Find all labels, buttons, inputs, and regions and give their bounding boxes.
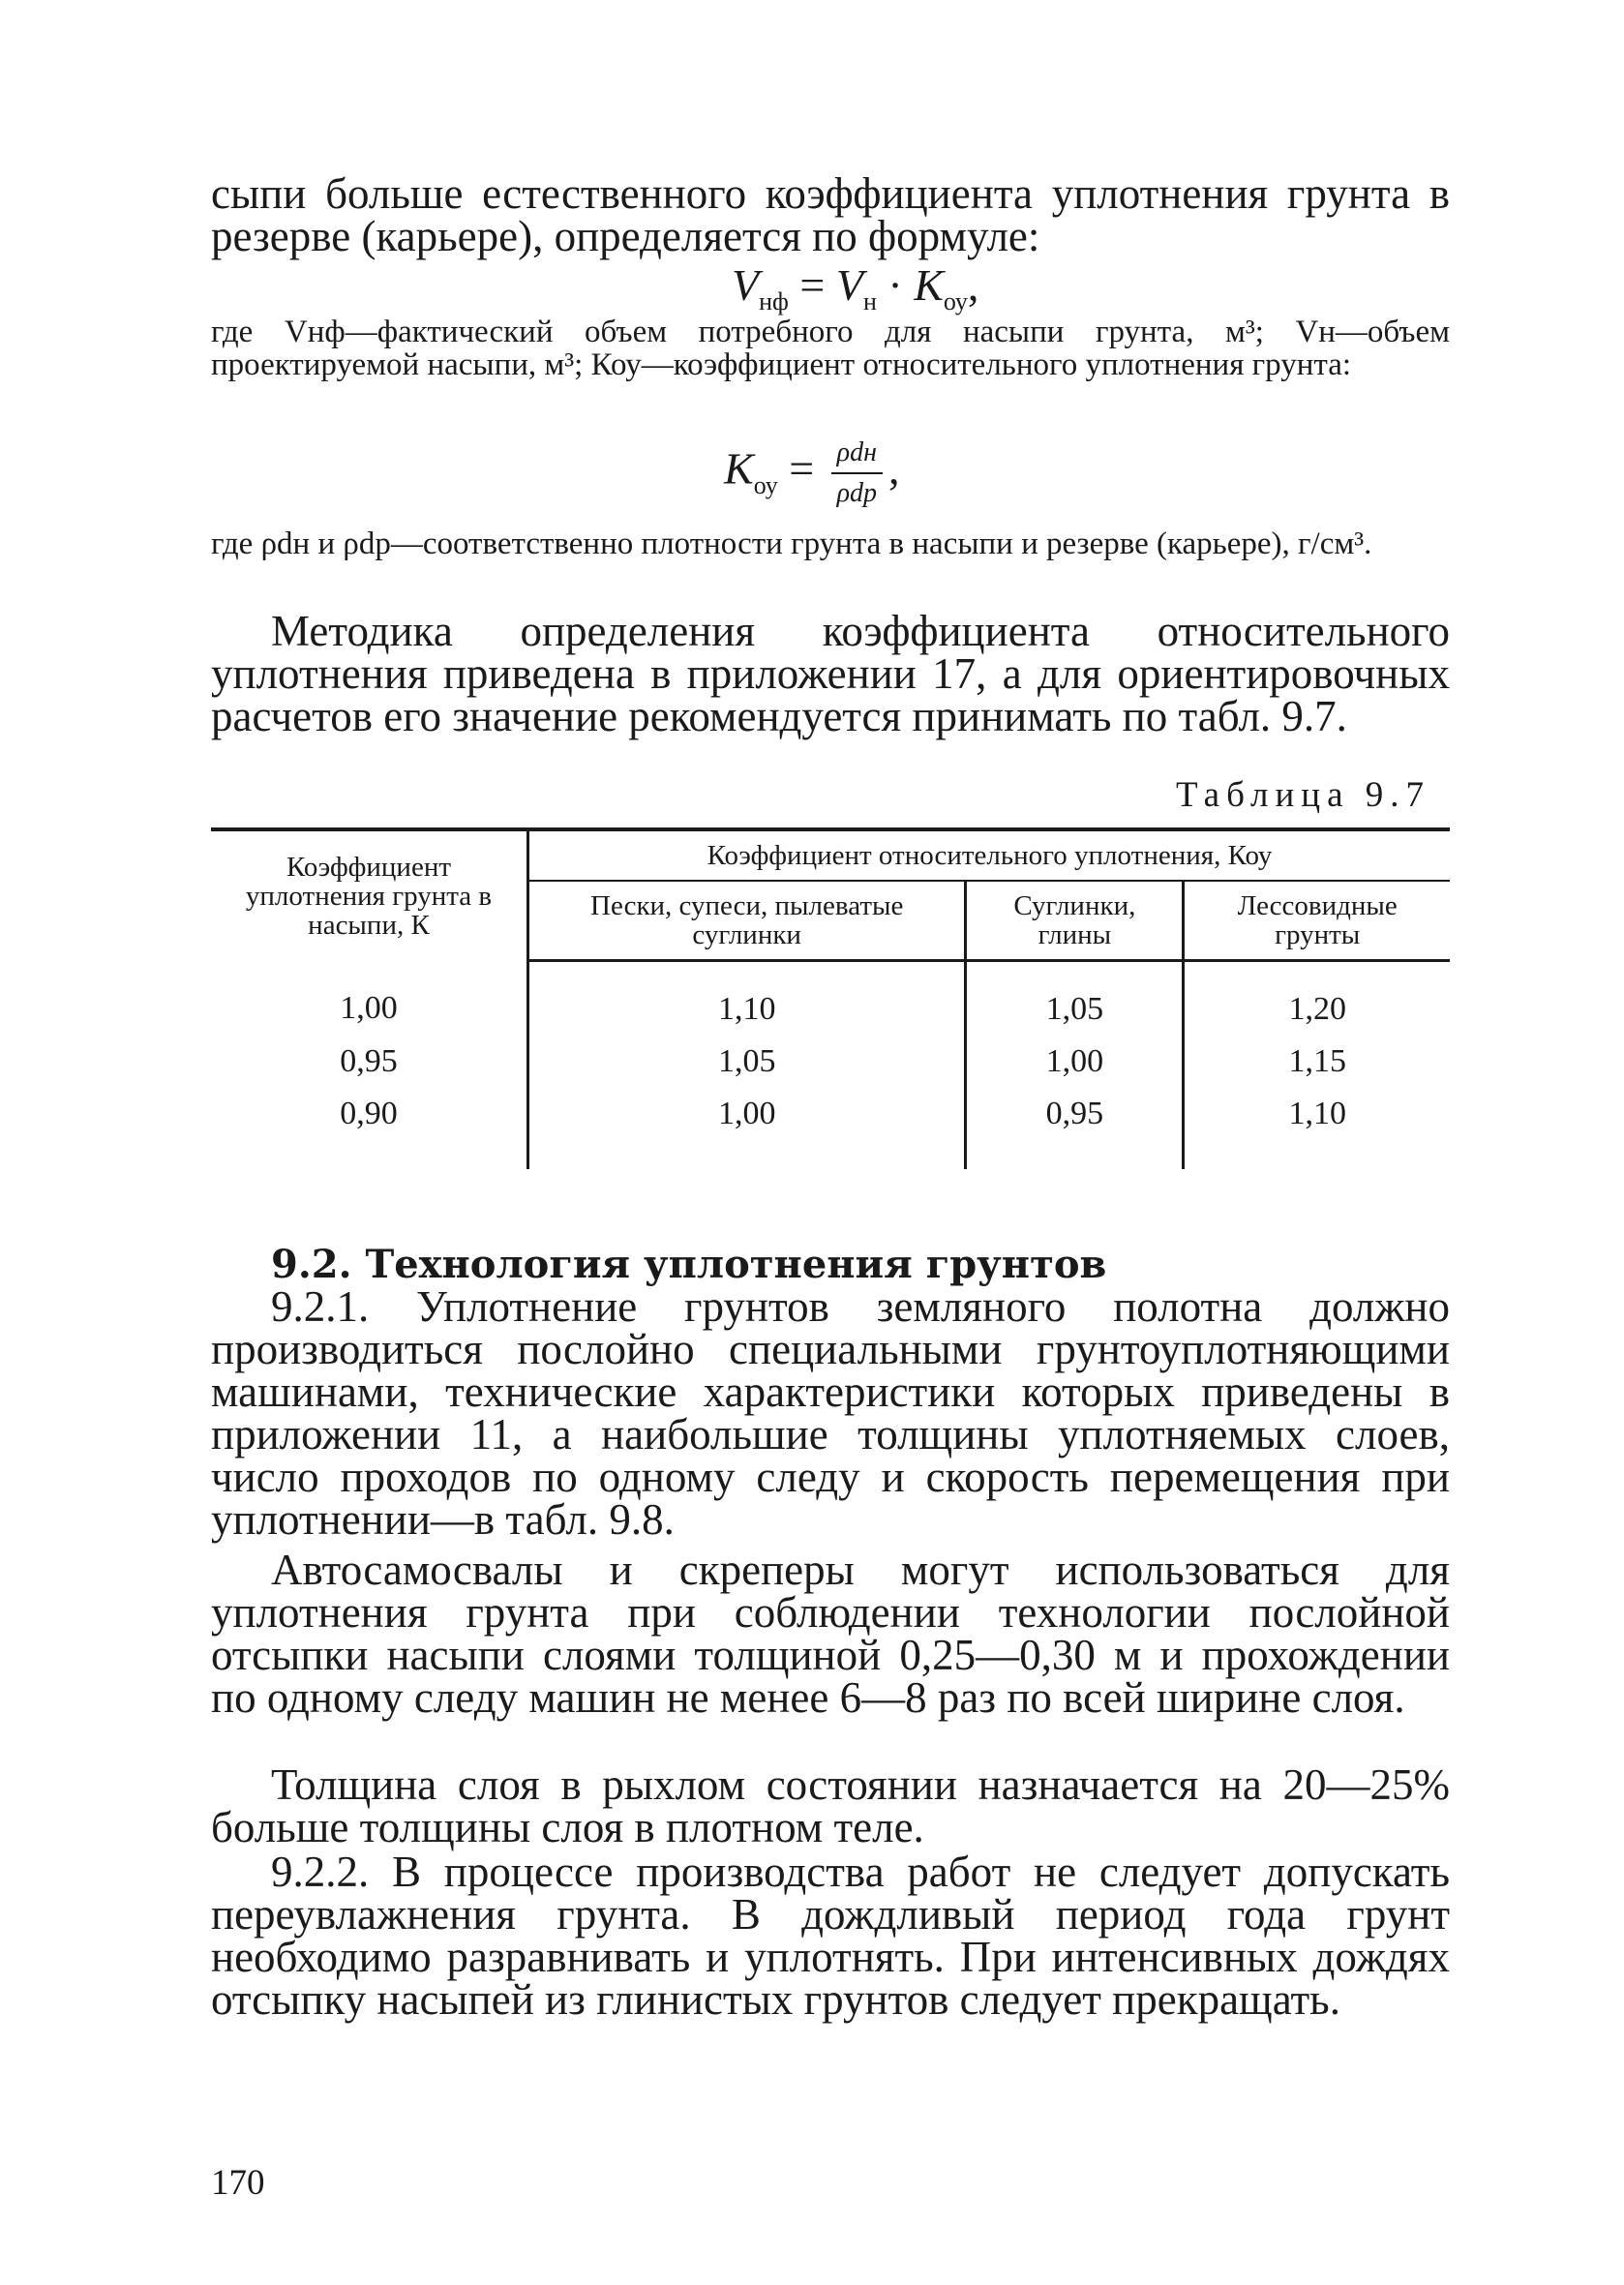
table-cell: 1,20 [1184, 961, 1450, 1037]
section-heading: 9.2. Технология уплотнения грунтов [271, 1242, 1107, 1287]
formula2-numerator: ρdн [831, 437, 883, 474]
intro-paragraph: сыпи больше естественного коэффициента уплотнения грунта в резерве (карьере), определяется по формуле: [211, 169, 1450, 260]
section-paragraph-2: Автосамосвалы и скреперы могут использоваться для уплотнения грунта при соблюдении технологии послойной отсыпки насыпи слоями толщиной 0,25—0,30 м и прохождении по одному следу машин не менее 6—8 раз по всей ширине слоя. [211, 1546, 1450, 1722]
table-col-header: Суглинки, глины [966, 881, 1184, 961]
formula2-lhs-sub: оу [753, 470, 778, 499]
table-cell: 1,00 [528, 1088, 966, 1169]
table-cell: 1,15 [1184, 1036, 1450, 1088]
formula2-lhs: K [724, 443, 754, 494]
table-cell: 1,00 [966, 1036, 1184, 1088]
formula2-denominator: ρdр [836, 478, 878, 508]
formula-rhs-a-sub: н [862, 287, 877, 316]
section-paragraph-4: 9.2.2. В процессе производства работ не следует допускать переувлажнения грунта. В дождливый период года грунт необходимо разравнивать и уплотнять. При интенсивных дождях отсыпку насыпей из глинистых грунтов следует прекращать. [211, 1848, 1450, 2024]
table-cell: 0,90 [340, 1096, 398, 1131]
formula-rhs-b: K [914, 260, 944, 310]
formula-lhs-sub: нф [759, 287, 789, 316]
table-cell: 1,00 [340, 990, 398, 1027]
formula-v-nf: $V_{нф} = V_н \cdot K_{оу}$, [732, 260, 979, 316]
formula1-explanation: где Vнф—фактический объем потребного для насыпи грунта, м³; Vн—объем проектируемой насыпи, м³; Коу—коэффициент относительного уплотнения грунта: [211, 315, 1450, 382]
compaction-coefficient-table [211, 827, 1450, 1169]
table-row-header: Коэффициент уплотнения грунта в насыпи, К [211, 829, 528, 961]
formula-k-ou: $K_{оу}$ = $\frac{\text{ρdн}}{\text{ρdр}}$ , [724, 437, 900, 508]
table-cell: 0,95 [966, 1088, 1184, 1169]
table-col-header: Пески, супеси, пылеватые суглинки [528, 881, 966, 961]
table-cell: 1,10 [1184, 1088, 1450, 1169]
formula-lhs: V [732, 260, 760, 310]
table-cell: 0,95 [340, 1043, 398, 1079]
table-row [211, 1088, 1450, 1169]
table-cell: 1,05 [966, 961, 1184, 1037]
method-paragraph: Методика определения коэффициента относительного уплотнения приведена в приложении 17, а для ориентировочных расчетов его значение рекомендуется принимать по табл. 9.7. [211, 607, 1450, 740]
table-row [211, 961, 1450, 1037]
formula-rhs-a: V [835, 260, 863, 310]
page-number: 170 [211, 2163, 265, 2203]
section-paragraph-3: Толщина слоя в рыхлом состоянии назначается на 20—25% больше толщины слоя в плотном теле. [211, 1760, 1450, 1851]
table-row [211, 1036, 1450, 1088]
table-col-header: Лессовидные грунты [1184, 881, 1450, 961]
table-cell: 1,05 [528, 1036, 966, 1088]
formula2-fraction [831, 437, 883, 509]
formula2-explanation: где ρdн и ρdр—соответственно плотности грунта в насыпи и резерве (карьере), г/см³. [211, 526, 1372, 561]
table-cell: 1,10 [528, 961, 966, 1037]
table-caption: Таблица 9.7 [1176, 775, 1430, 815]
formula-rhs-b-sub: оу [943, 287, 968, 316]
table-group-header: Коэффициент относительного уплотнения, Коу [528, 829, 1451, 881]
section-paragraph-1: 9.2.1. Уплотнение грунтов земляного полотна должно производиться послойно специальными грунтоуплотняющими машинами, технические характеристики которых приведены в приложении 11, а наибольшие толщины уплотняемых слоев, число проходов по одному следу и скорость перемещения при уплотнении—в табл. 9.8. [211, 1282, 1450, 1544]
